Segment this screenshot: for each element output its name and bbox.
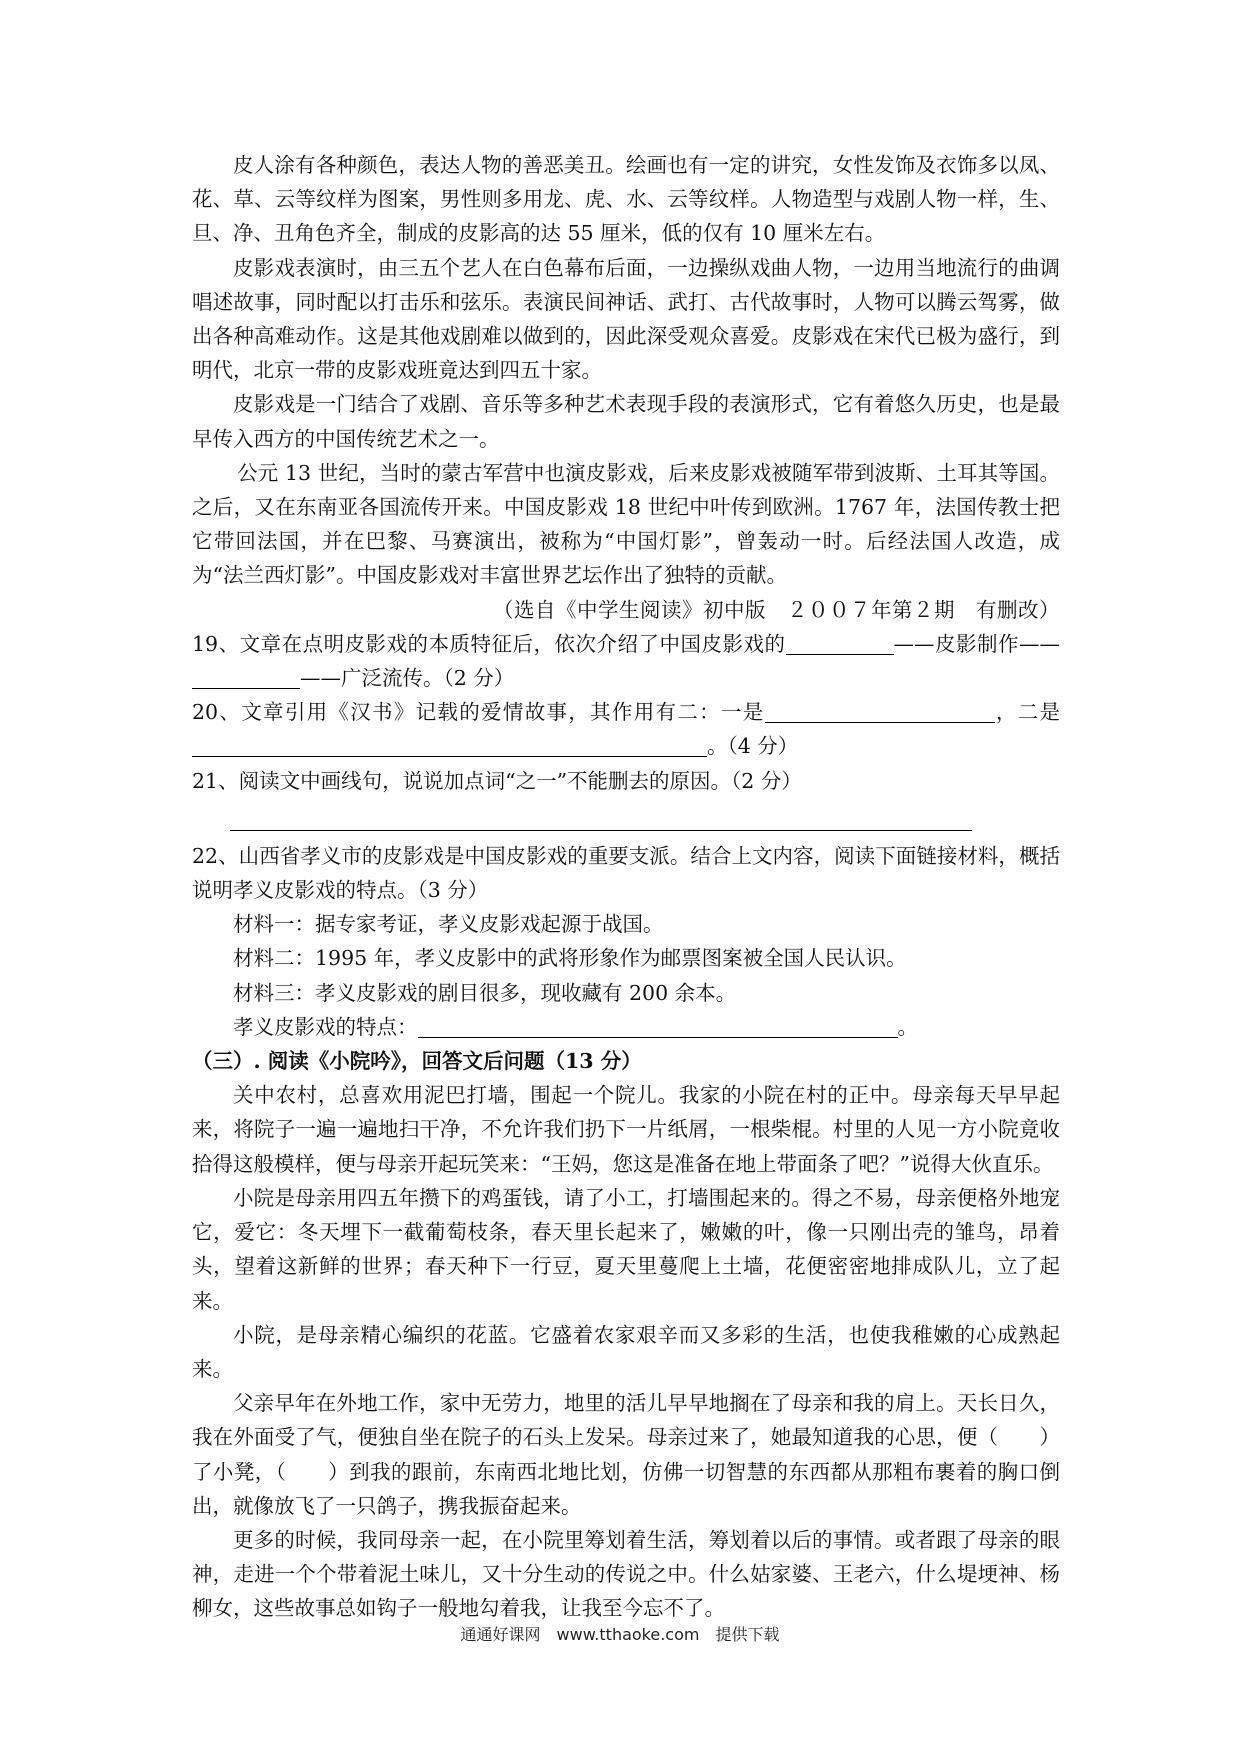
material-2: 材料二：1995 年，孝义皮影中的武将形象作为邮票图案被全国人民认识。 <box>233 946 907 971</box>
q19-text-a: 19、文章在点明皮影戏的本质特征后，依次介绍了中国皮影戏的 <box>192 631 786 656</box>
story-paragraph-4: 父亲早年在外地工作，家中无劳力，地里的活儿早早地搁在了母亲和我的肩上。天长日久，我在外面受了气，便独自坐在院子的石头上发呆。母亲过来了，她最知道我的心思，便（ ）了小凳，（ ）到我的跟前，东南西北地比划，仿佛一切智慧的东西都从那粗布裹着的胸口倒出，就像放飞了一只鸽子，携我振奋起来。 <box>192 1391 1060 1518</box>
feature-label: 孝义皮影戏的特点： <box>233 1014 418 1039</box>
story-paragraph-3: 小院，是母亲精心编织的花蓝。它盛着农家艰辛而又多彩的生活，也使我稚嫩的心成熟起来。 <box>192 1322 1060 1381</box>
question-21: 21、阅读文中画线句，说说加点词“之一”不能删去的原因。（2 分） <box>192 768 802 793</box>
question-22: 22、山西省孝义市的皮影戏是中国皮影戏的重要支派。结合上文内容，阅读下面链接材料，概括说明孝义皮影戏的特点。（3 分） <box>192 843 1060 903</box>
material-3: 材料三：孝义皮影戏的剧目很多，现收藏有 200 余本。 <box>233 980 737 1005</box>
answer-blank-2[interactable] <box>192 666 300 689</box>
q20-text-a: 20、文章引用《汉书》记载的爱情故事，其作用有二：一是 <box>192 700 765 725</box>
document-body <box>192 148 1060 1626</box>
q20-text-b: ，二是 <box>994 700 1060 725</box>
feature-end: 。 <box>897 1014 918 1039</box>
answer-blank-3[interactable] <box>765 700 995 723</box>
answer-blank-6[interactable] <box>418 1015 898 1038</box>
section-3-title: （三）. 阅读《小院吟》，回答文后问题（13 分） <box>192 1049 642 1074</box>
story-paragraph-5: 更多的时候，我同母亲一起，在小院里筹划着生活，筹划着以后的事情。或者跟了母亲的眼神，走进一个个带着泥土味儿，又十分生动的传说之中。什么姑家婆、王老六，什么堤埂神、杨柳女，这些故事总如钩子一般地勾着我，让我至今忘不了。 <box>192 1527 1060 1621</box>
story-paragraph-1: 关中农村，总喜欢用泥巴打墙，围起一个院儿。我家的小院在村的正中。母亲每天早早起来，将院子一遍一遍地扫干净，不允许我们扔下一片纸屑，一根柴棍。村里的人见一方小院竟收拾得这般模样，便与母亲开起玩笑来：“王妈，您这是准备在地上带面条了吧？”说得大伙直乐。 <box>192 1083 1060 1176</box>
page-footer: 通通好课网 www.tthaoke.com 提供下载 <box>460 1625 780 1644</box>
question-20 <box>192 695 1060 763</box>
story-paragraph-2: 小院是母亲用四五年攒下的鸡蛋钱，请了小工，打墙围起来的。得之不易，母亲便格外地宠它，爱它：冬天埋下一截葡萄枝条，春天里长起来了，嫩嫩的叶，像一只刚出壳的雏鸟，昂着头，望着这新鲜的世界；春天种下一行豆，夏天里蔓爬上土墙，花便密密地排成队儿，立了起来。 <box>192 1185 1060 1313</box>
material-1: 材料一：据专家考证，孝义皮影戏起源于战国。 <box>233 912 664 937</box>
q20-text-c: 。（4 分） <box>707 734 799 759</box>
answer-blank-4[interactable] <box>192 734 707 757</box>
paragraph-3: 皮影戏是一门结合了戏剧、音乐等多种艺术表现手段的表演形式，它有着悠久历史，也是最早传入西方的中国传统艺术之一。 <box>192 392 1060 451</box>
paragraph-1: 皮人涂有各种颜色，表达人物的善恶美丑。绘画也有一定的讲究，女性发饰及衣饰多以凤、花、草、云等纹样为图案，男性则多用龙、虎、水、云等纹样。人物造型与戏剧人物一样，生、旦、净、丑角色齐全，制成的皮影高的达 55 厘米，低的仅有 10 厘米左右。 <box>192 153 1060 246</box>
paragraph-2: 皮影戏表演时，由三五个艺人在白色幕布后面，一边操纵戏曲人物，一边用当地流行的曲调唱述故事，同时配以打击乐和弦乐。表演民间神话、武打、古代故事时，人物可以腾云驾雾，做出各种高难动作。这是其他戏剧难以做到的，因此深受观众喜爱。皮影戏在宋代已极为盛行，到明代，北京一带的皮影戏班竟达到四五十家。 <box>192 255 1060 383</box>
paragraph-4: 公元 13 世纪，当时的蒙古军营中也演皮影戏，后来皮影戏被随军带到波斯、土耳其等国。之后，又在东南亚各国流传开来。中国皮影戏 18 世纪中叶传到欧洲。1767 年，法国传教士把它带回法国，并在巴黎、马赛演出，被称为“中国灯影”，曾轰动一时。后经法国人改造，成为“法兰西灯影”。中国皮影戏对丰富世界艺坛作出了独特的贡献。 <box>192 460 1060 588</box>
feature-line <box>192 1010 1060 1044</box>
source-citation: （选自《中学生阅读》初中版 ２００７年第２期 有删改） <box>493 597 1060 622</box>
answer-line-5[interactable] <box>230 808 972 831</box>
q19-text-c: ——广泛流传。（2 分） <box>300 666 515 691</box>
answer-blank-1[interactable] <box>786 632 894 655</box>
question-19 <box>192 627 1060 695</box>
q19-text-b: ——皮影制作—— <box>893 631 1061 656</box>
